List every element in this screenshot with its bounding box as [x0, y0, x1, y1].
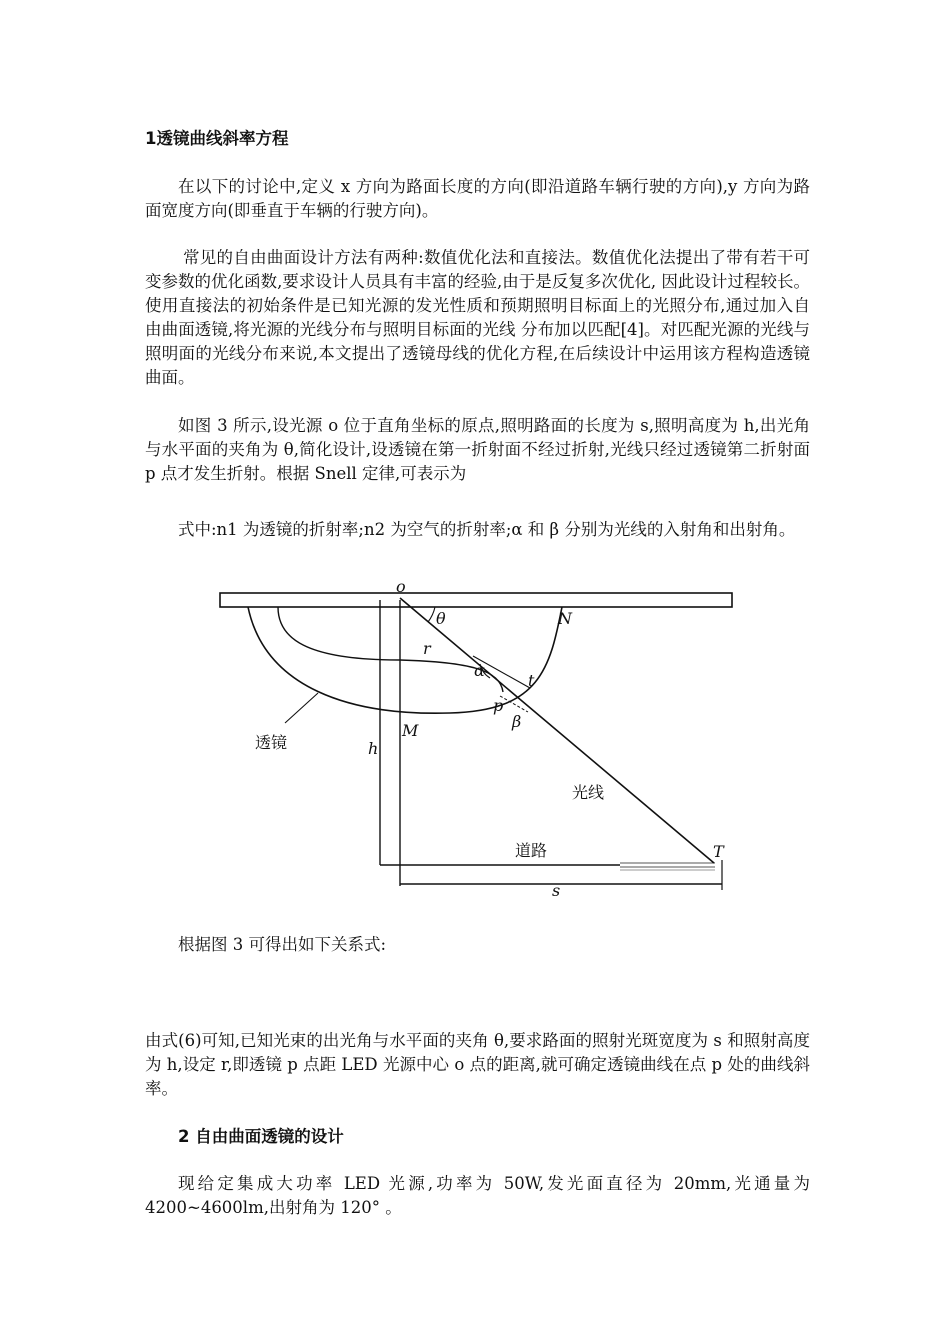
- figure-3-lens-diagram: [210, 578, 750, 898]
- theta-arc: [428, 607, 435, 622]
- label-road: 道路: [515, 841, 548, 860]
- lens-diagram-svg: [210, 578, 750, 898]
- paragraph-axis-definition: 在以下的讨论中,定义 x 方向为路面长度的方向(即沿道路车辆行驶的方向),y 方向为路面宽度方向(即垂直于车辆的行驶方向)。: [145, 177, 810, 220]
- label-t-target: T: [713, 842, 724, 861]
- label-lens: 透镜: [255, 733, 288, 752]
- label-h: h: [368, 739, 379, 758]
- paragraph-slope-conclusion: 由式(6)可知,已知光束的出光角与水平面的夹角 θ,要求路面的照射光斑宽度为 s 和照射高度为 h,设定 r,即透镜 p 点距 LED 光源中心 o 点的距离,就可确定透镜曲线在点 p 处的曲线斜率。: [145, 1031, 810, 1098]
- label-t: t: [528, 671, 535, 690]
- paragraph-design-methods: 常见的自由曲面设计方法有两种:数值优化法和直接法。数值优化法提出了带有若干可变参数的优化函数,要求设计人员具有丰富的经验,由于是反复多次优化, 因此设计过程较长。使用直接法的初始条件是已知光源的发光性质和预期照明目标面上的光照分布,通过加入自由曲面透镜,将光源的光线分布与照明目标面的光线 分布加以匹配[4]。对匹配光源的光线与照明面的光线分布来说,本文提出了透镜母线的优化方程,在后续设计中运用该方程构造透镜曲面。: [145, 248, 810, 387]
- lens-label-leader: [285, 693, 318, 723]
- label-n: N: [558, 609, 572, 628]
- label-m: M: [402, 721, 419, 740]
- light-ray-line: [400, 598, 714, 863]
- section-1-heading: 1透镜曲线斜率方程: [145, 129, 289, 148]
- paragraph-figure-setup: 如图 3 所示,设光源 o 位于直角坐标的原点,照明路面的长度为 s,照明高度为 h,出光角与水平面的夹角为 θ,简化设计,设透镜在第一折射面不经过折射,光线只经过透镜第二折射面 p 点才发生折射。根据 Snell 定律,可表示为: [145, 416, 810, 483]
- label-ray: 光线: [572, 783, 605, 802]
- label-r: r: [423, 639, 431, 658]
- label-theta: θ: [436, 609, 446, 628]
- paragraph-led-spec: 现给定集成大功率 LED 光源,功率为 50W,发光面直径为 20mm,光通量为 4200~4600lm,出射角为 120° 。: [145, 1174, 810, 1217]
- section-2-heading: 2 自由曲面透镜的设计: [178, 1127, 344, 1146]
- lens-base-plate: [220, 593, 732, 607]
- paragraph-relation-intro: 根据图 3 可得出如下关系式:: [178, 935, 387, 954]
- label-beta: β: [512, 712, 522, 731]
- label-alpha: α: [474, 661, 485, 680]
- label-s: s: [552, 881, 561, 898]
- label-o: o: [396, 578, 406, 596]
- label-p: p: [493, 696, 504, 715]
- lens-inner-curve: [278, 607, 503, 692]
- paragraph-symbol-definitions: 式中:n1 为透镜的折射率;n2 为空气的折射率;α 和 β 分别为光线的入射角和出射角。: [178, 520, 796, 539]
